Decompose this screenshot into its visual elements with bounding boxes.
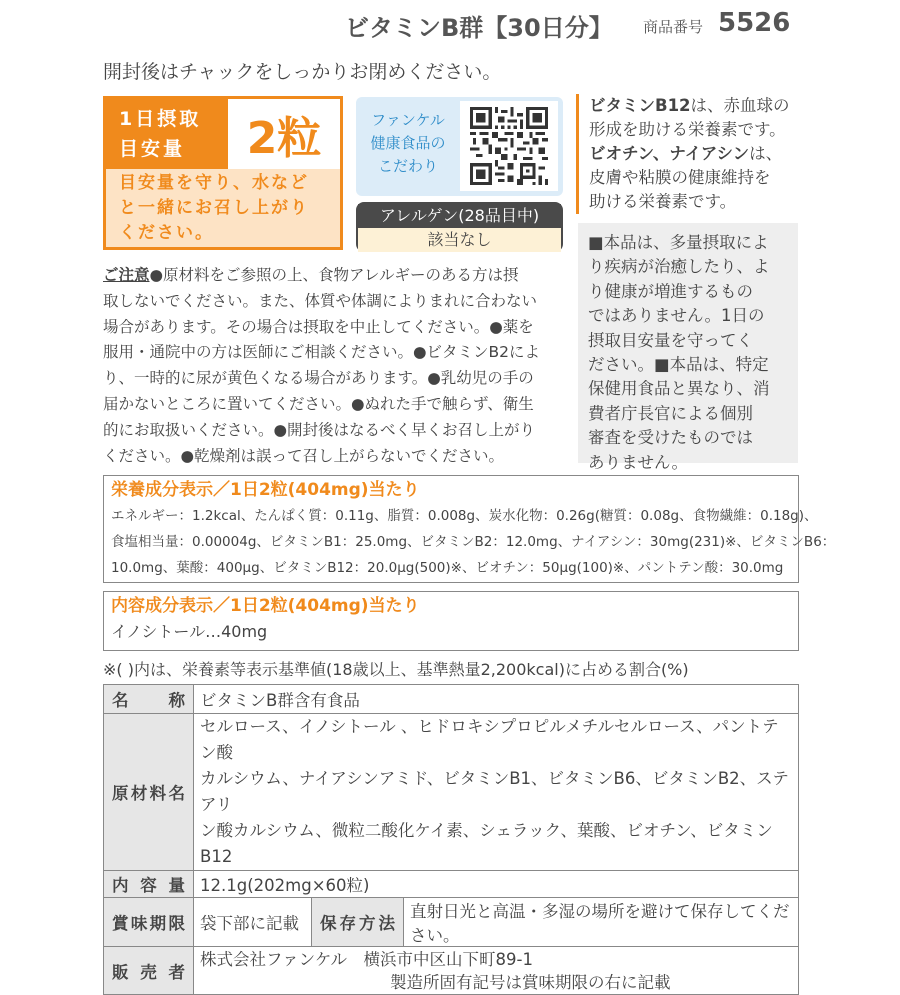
nutrition-facts-box xyxy=(103,475,836,583)
commitment-box[interactable] xyxy=(356,97,563,196)
warning-box xyxy=(578,223,798,472)
commitment-text xyxy=(362,109,454,178)
materials-value xyxy=(194,714,799,871)
product-number: 5526 xyxy=(718,8,791,38)
product-number-label: 商品番号 xyxy=(643,18,704,36)
nutrient-function-line1 xyxy=(589,94,798,118)
daily-intake-note xyxy=(106,169,340,247)
volume-value: 12.1g(202mg×60粒) xyxy=(194,871,799,898)
daily-intake-amount: 2粒 xyxy=(246,113,322,164)
contents-title: 内容成分表示／1日2粒(404mg)当たり xyxy=(111,596,420,616)
nutrient-function-info xyxy=(576,94,798,214)
contents-line: イノシトール…40mg xyxy=(111,622,268,641)
expiry-label: 賞味期限 xyxy=(104,898,194,947)
nutrition-facts-line: 10.0mg、葉酸：400μg、ビタミンB12：20.0μg(500)※、ビオチン：50μg(100)※、パントテン酸：30.0mg xyxy=(111,560,784,576)
warning-line: り健康が増進するもの xyxy=(588,281,753,301)
ratio-note: ※( )内は、栄養素等表示基準値(18歳以上、基準熱量2,200kcal)に占める割合(%) xyxy=(103,660,689,679)
warning-line: り疾病が治癒したり、よ xyxy=(588,257,770,277)
storage-label: 保存方法 xyxy=(312,898,404,947)
nutrition-facts-title: 栄養成分表示／1日2粒(404mg)当たり xyxy=(111,480,420,500)
seller-note: 製造所固有記号は賞味期限の右に記載 xyxy=(390,972,671,992)
commitment-line2: 健康食品の xyxy=(370,134,446,152)
warning-line: ださい。■本品は、特定 xyxy=(588,355,769,375)
caution-line: り、一時的に尿が黄色くなる場合があります。●乳幼児の手の xyxy=(103,369,534,388)
warning-line: 摂取目安量を守ってく xyxy=(588,330,753,350)
contents-box xyxy=(103,591,799,651)
caution-heading: ご注意 xyxy=(103,266,150,284)
daily-intake-note-line1: 目安量を守り、水など xyxy=(119,173,309,193)
warning-line: 費者庁長官による個別 xyxy=(588,403,753,423)
seller-company: 株式会社ファンケル xyxy=(200,949,348,969)
table-row xyxy=(104,871,799,898)
warning-line: ではありません。1日の xyxy=(588,306,765,326)
table-row xyxy=(104,898,799,947)
warning-line: 保健用食品と異なり、消 xyxy=(588,379,770,399)
materials-line: ン酸カルシウム、微粒二酸化ケイ素、シェラック、葉酸、ビオチン、ビタミンB12 xyxy=(200,821,773,866)
biotin-niacin-name: ビオチン、ナイアシン xyxy=(589,144,750,163)
caution-line: 場合があります。その場合は摂取を中止してください。●薬を xyxy=(103,317,534,336)
daily-intake-note-line2: と一緒にお召し上がり xyxy=(119,198,309,218)
allergen-box xyxy=(356,202,563,252)
close-instruction: 開封後はチャックをしっかりお閉めください。 xyxy=(103,61,502,83)
caution-line: 服用・通院中の方は医師にご相談ください。●ビタミンB2によ xyxy=(103,343,541,362)
caution-line: 的にお取扱いください。●開封後はなるべく早くお召し上がり xyxy=(103,420,536,439)
nutrient-function-line3 xyxy=(589,142,798,166)
caution-line: 届かないところに置いてください。●ぬれた手で触らず、衛生 xyxy=(103,394,534,413)
materials-label: 原材料名 xyxy=(104,714,194,871)
volume-label: 内容量 xyxy=(104,871,194,898)
nutrient-function-line5: 助ける栄養素です。 xyxy=(589,192,737,211)
product-title: ビタミンB群【30日分】 xyxy=(345,14,613,42)
nutrition-facts-line: 食塩相当量：0.00004g、ビタミンB1：25.0mg、ビタミンB2：12.0mg、ナイアシン：30mg(231)※、ビタミンB6： xyxy=(111,534,836,550)
caution-text: ●原材料をご参照の上、食物アレルギーのある方は摂 xyxy=(149,266,519,284)
qr-code-icon[interactable] xyxy=(460,101,558,191)
caution-line xyxy=(103,263,566,289)
materials-line: カルシウム、ナイアシンアミド、ビタミンB1、ビタミンB6、ビタミンB2、ステアリ xyxy=(200,769,789,814)
nutrient-function-line2: 形成を助ける栄養素です。 xyxy=(589,120,786,139)
storage-value: 直射日光と高温・多湿の場所を避けて保存してください。 xyxy=(404,898,799,947)
warning-line: 審査を受けたものでは xyxy=(588,428,753,448)
allergen-header: アレルゲン(28品目中) xyxy=(358,204,561,228)
table-row xyxy=(104,714,799,871)
name-label: 名称 xyxy=(104,685,194,714)
daily-intake-label-line2: 目安量 xyxy=(119,138,186,160)
daily-intake-label-line1: 1日摂取 xyxy=(119,108,202,130)
warning-line: ■本品は、多量摂取によ xyxy=(588,233,769,252)
name-value: ビタミンB群含有食品 xyxy=(194,685,799,714)
table-row xyxy=(104,685,799,714)
product-info-table xyxy=(103,684,799,995)
caution-line: 取しないでください。また、体質や体調によりまれに合わない xyxy=(103,291,538,310)
nutrient-function-line4: 皮膚や粘膜の健康維持を xyxy=(589,168,771,187)
seller-label: 販売者 xyxy=(104,947,194,995)
allergen-value: 該当なし xyxy=(358,228,561,252)
commitment-line1: ファンケル xyxy=(371,111,445,129)
daily-intake-box xyxy=(103,96,343,250)
vitamin-b12-text: は、赤血球の xyxy=(690,96,790,115)
daily-intake-label xyxy=(106,99,228,169)
materials-line: セルロース、イノシトール 、ヒドロキシプロピルメチルセルロース、パントテン酸 xyxy=(200,717,779,762)
warning-line: ありません。 xyxy=(588,452,688,472)
daily-intake-note-line3: ください。 xyxy=(119,223,214,243)
seller-address: 横浜市中区山下町89-1 xyxy=(363,949,533,969)
nutrition-facts-line: エネルギー：1.2kcal、たんぱく質：0.11g、脂質：0.008g、炭水化物：0.26g(糖質：0.08g、食物繊維：0.18g)、 xyxy=(111,508,818,524)
vitamin-b12-name: ビタミンB12 xyxy=(589,96,691,115)
caution-section xyxy=(103,263,566,469)
caution-line: ください。●乾燥剤は誤って召し上がらないでください。 xyxy=(103,446,505,465)
seller-value xyxy=(194,947,799,995)
table-row xyxy=(104,947,799,995)
commitment-line3: こだわり xyxy=(377,157,438,175)
biotin-niacin-text: は、 xyxy=(749,144,783,163)
expiry-value: 袋下部に記載 xyxy=(194,898,312,947)
